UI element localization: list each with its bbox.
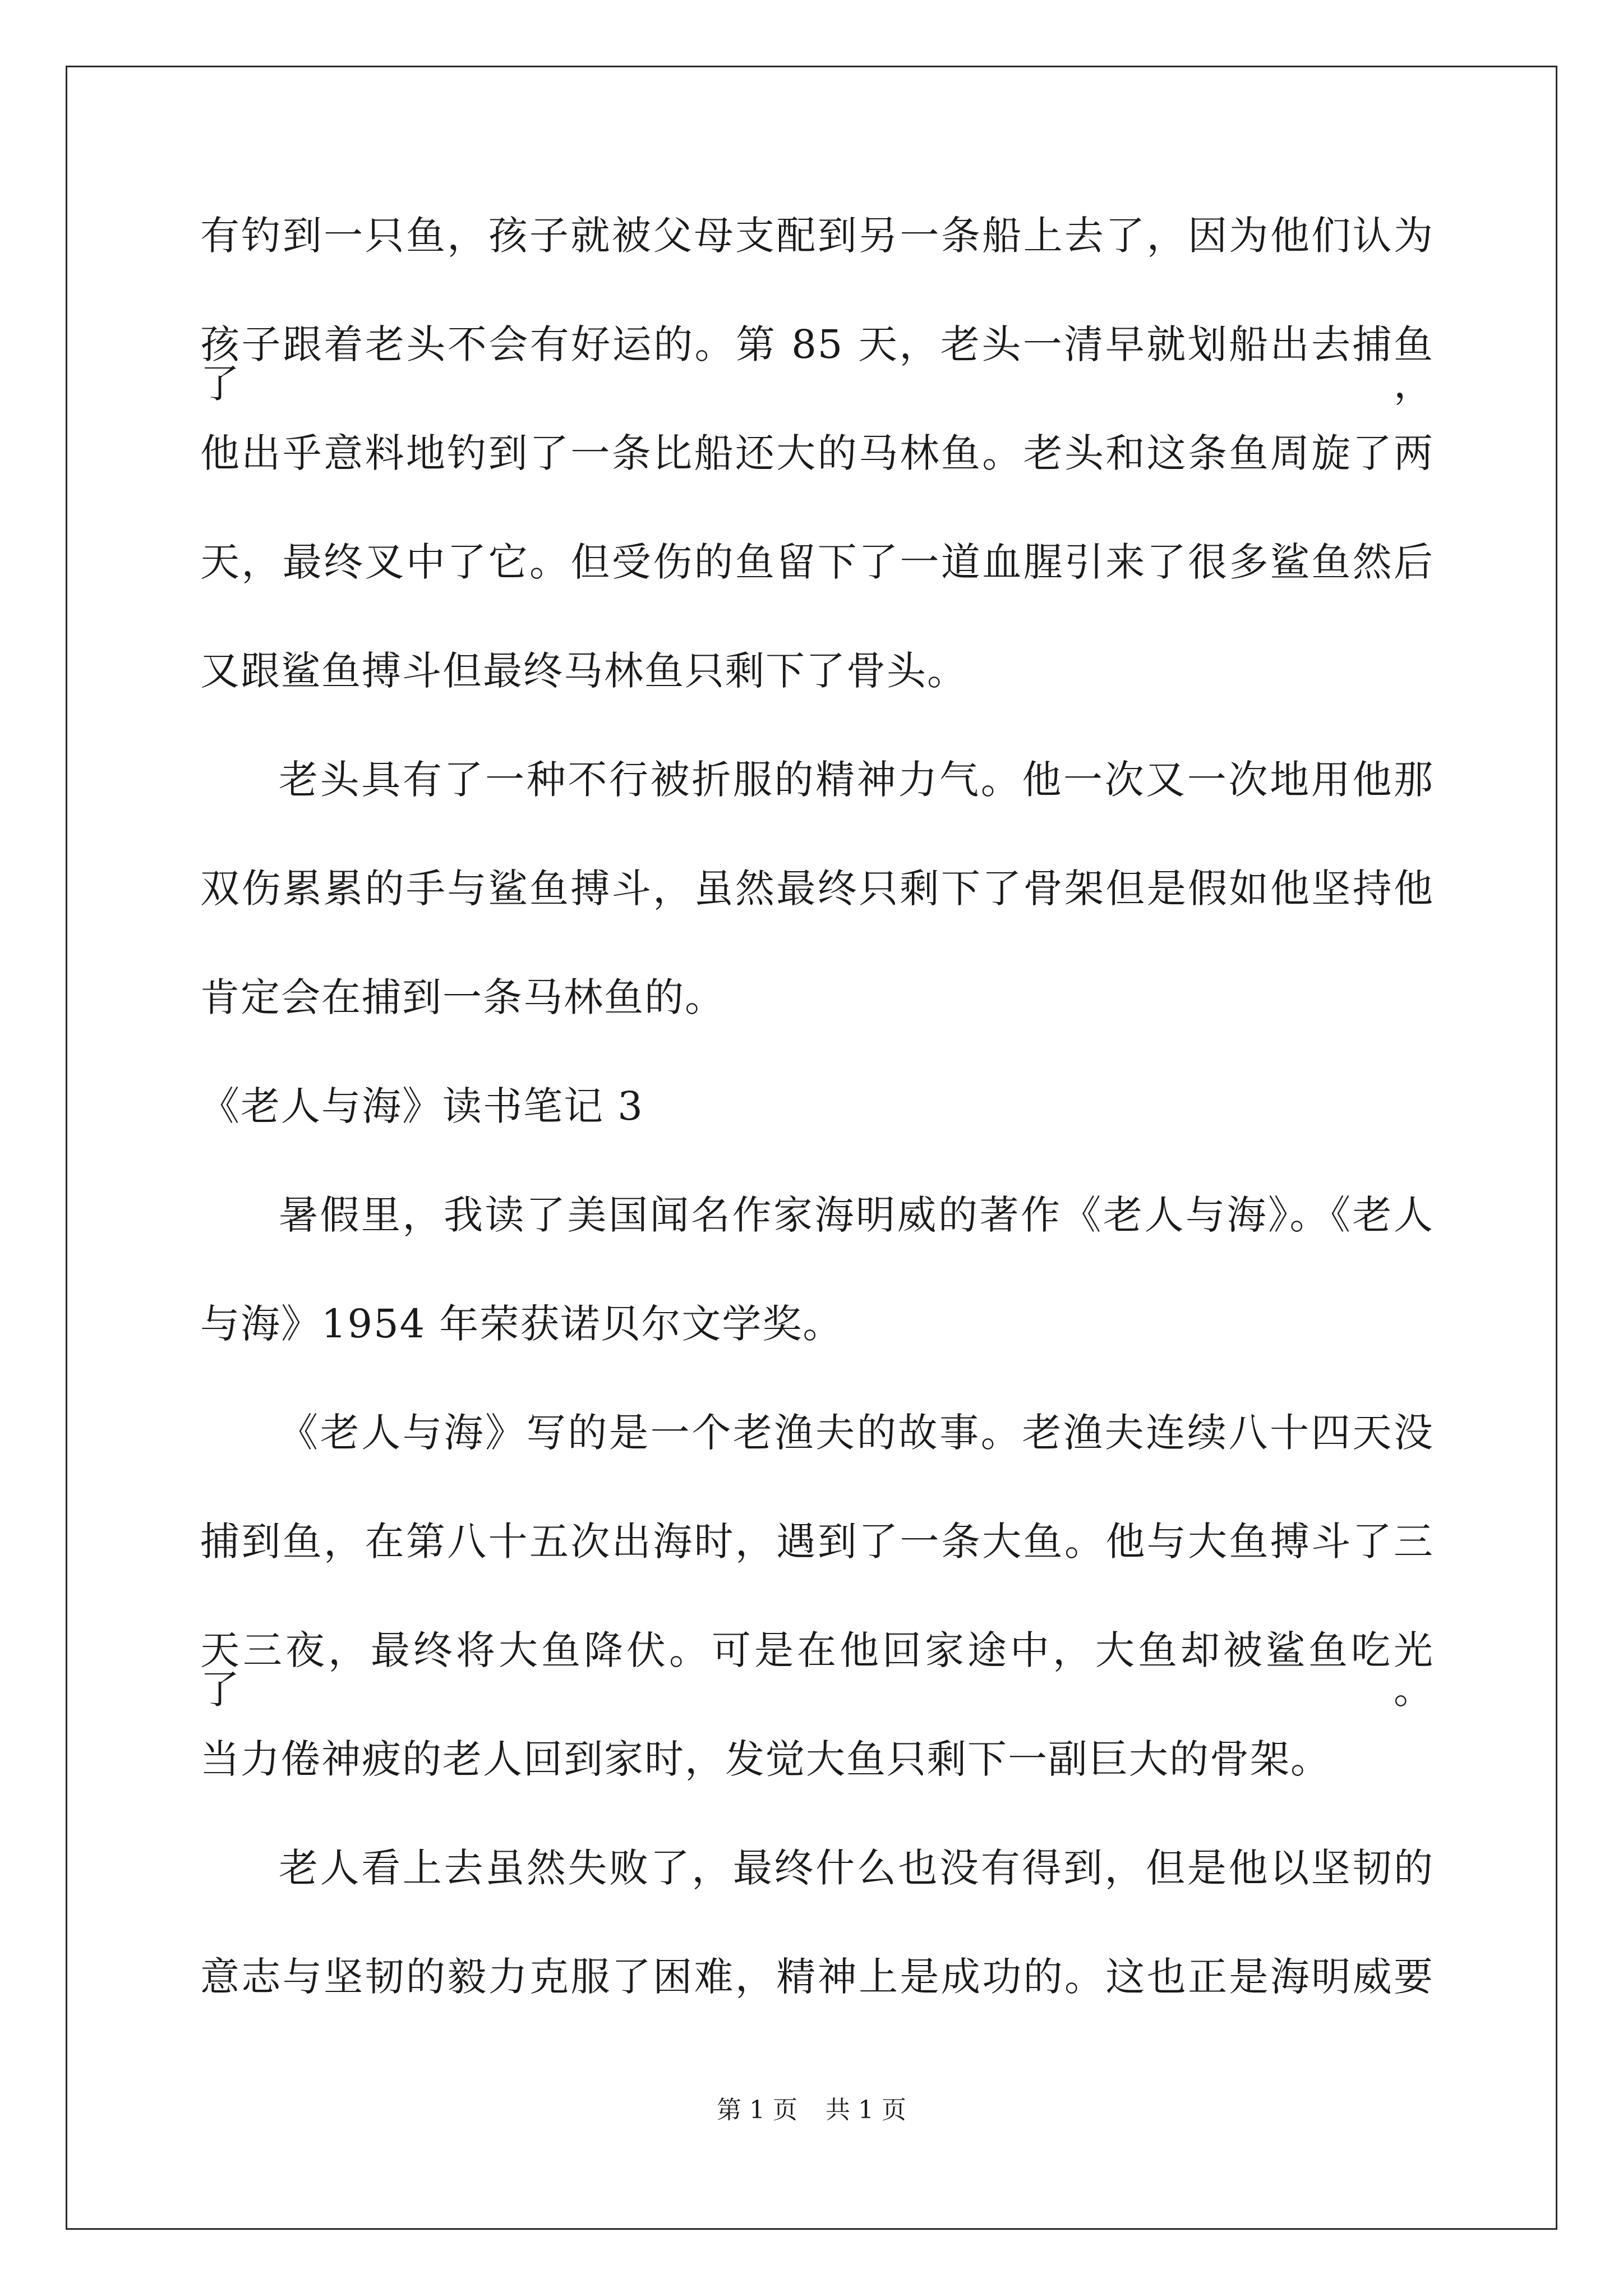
document-body (200, 213, 1434, 2066)
text-line: 意志与坚韧的毅力克服了困难，精神上是成功的。这也正是海明威要 (200, 1954, 1434, 2000)
section-heading: 《老人与海》读书笔记 3 (200, 1083, 644, 1129)
text-line: 捕到鱼，在第八十五次出海时，遇到了一条大鱼。他与大鱼搏斗了三 (200, 1519, 1434, 1565)
text-line: 《老人与海》写的是一个老渔夫的故事。老渔夫连续八十四天没 (279, 1410, 1434, 1456)
text-line: 又跟鲨鱼搏斗但最终马林鱼只剩下了骨头。 (200, 648, 967, 694)
text-line: 当力倦神疲的老人回到家时，发觉大鱼只剩下一副巨大的骨架。 (200, 1736, 1331, 1782)
text-line: 孩子跟着老头不会有好运的。第 85 天，老头一清早就划船出去捕鱼了， (200, 321, 1434, 407)
text-line: 老人看上去虽然失败了，最终什么也没有得到，但是他以坚韧的 (279, 1845, 1434, 1891)
text-line: 肯定会在捕到一条马林鱼的。 (200, 974, 725, 1020)
text-line: 双伤累累的手与鲨鱼搏斗，虽然最终只剩下了骨架但是假如他坚持他 (200, 866, 1434, 912)
text-line: 暑假里，我读了美国闻名作家海明威的著作《老人与海》。《老人 (279, 1192, 1434, 1238)
text-line: 他出乎意料地钓到了一条比船还大的马林鱼。老头和这条鱼周旋了两 (200, 430, 1434, 476)
page-footer (0, 2098, 1623, 2123)
text-line: 与海》1954 年荣获诺贝尔文学奖。 (200, 1301, 843, 1347)
text-line: 天三夜，最终将大鱼降伏。可是在他回家途中，大鱼却被鲨鱼吃光了。 (200, 1627, 1434, 1713)
text-line: 老头具有了一种不行被折服的精神力气。他一次又一次地用他那 (279, 757, 1434, 803)
text-line: 有钓到一只鱼，孩子就被父母支配到另一条船上去了，因为他们认为 (200, 213, 1434, 259)
page-total: 共 1 页 (826, 2096, 906, 2124)
page-number: 第 1 页 (717, 2096, 797, 2124)
text-line: 天，最终叉中了它。但受伤的鱼留下了一道血腥引来了很多鲨鱼然后 (200, 539, 1434, 585)
